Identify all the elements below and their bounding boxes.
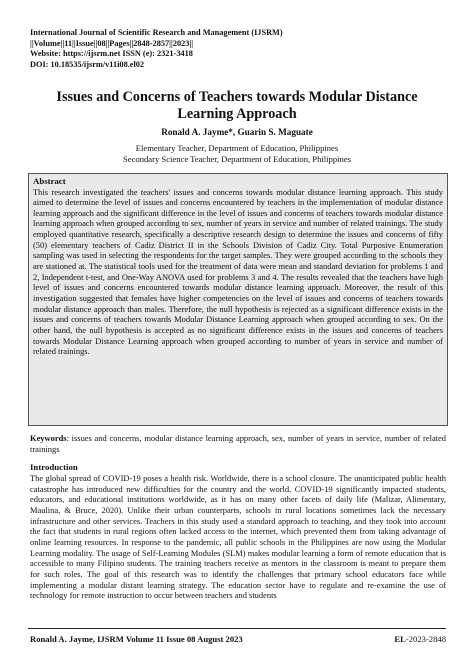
abstract-heading: Abstract bbox=[33, 176, 66, 186]
abstract-text: This research investigated the teachers' issues and concerns towards modular distance learning approach. This study aimed to determine the level of issues and concerns encountered by teachers in the implementation of modular distance learning approach and the significant difference in the level of issues and concerns of teachers towards modular distance learning approach when grouped according to sex, number of years in service and number of related trainings. The study employed quantitative research, specifically a descriptive research design to determine the issues and concerns of fifty (50) elementary teachers of Cadiz District II in the Schools Division of Cadiz City. Total Purposive Enumeration sampling was used in selecting the respondents for the target samples. They were grouped according to the schools they are stationed at. The statistical tools used for the treatment of data were mean and standard deviation for problems 1 and 2, Independent t-test, and One-Way ANOVA used for problems 3 and 4. The results revealed that the teachers have high level of issues and concerns encountered towards modular distance learning approach. Moreover, the result of this investigation suggested that females have higher competencies on the level of issues and concerns of teachers towards modular distance approach than males. Therefore, the null hypothesis is rejected as a significant difference exists in the issues and concerns of teachers towards Modular Distance Learning approach when grouped according to sex. On the other hand, the null hypothesis is accepted as no significant difference exists in the issues and concerns of teachers towards Modular Distance Learning approach when grouped according to number of years in service and number of related trainings. bbox=[33, 186, 443, 357]
footer-citation: Ronald A. Jayme, IJSRM Volume 11 Issue 08 August 2023 bbox=[30, 634, 243, 644]
paper-title: Issues and Concerns of Teachers towards Modular Distance Learning Approach bbox=[56, 89, 418, 122]
website-line: Website: https://ijsrm.net ISSN (e): 2321-3418 bbox=[30, 49, 193, 59]
affiliations bbox=[30, 143, 444, 164]
journal-header bbox=[30, 28, 450, 70]
journal-name: International Journal of Scientific Research and Management (IJSRM) bbox=[30, 28, 283, 37]
introduction-text: The global spread of COVID-19 poses a health risk. Worldwide, there is a school closure. The unanticipated public health catastrophe has introduced new difficulties for the country and the world. COVID-19 significantly impacted students, educators, and educational institutions worldwide, as it has on many other facets of daily life (Malizar, Alimentary, Maulina, & Bruce, 2020). Unlike their urban counterparts, schools in rural locations sometimes lack the necessary infrastructure and other services. Teachers in this study used a standard approach to teaching, and they took into account the fact that students in rural regions often lacked access to the internet, which prevented them from taking advantage of online learning resources. In response to the pandemic, all public schools in the Philippines are now using the Modular Learning modality. The usage of Self-Learning Modules (SLM) makes modular learning a form of remote education that is accessible to many Filipino students. The training teachers receive as mentors in the classroom is meant to prepare them for such roles. The goal of this research was to identify the challenges that primary school educators face while implementing a modular distant learning strategy. The education sector have to regulate and re-examine the use of technology for remote instruction to occur between teachers and students bbox=[30, 473, 446, 601]
footer-page-number: -2023-2848 bbox=[405, 634, 446, 644]
keywords-label: Keywords bbox=[30, 433, 67, 443]
footer-page-prefix: EL bbox=[394, 634, 406, 644]
affiliation-2: Secondary Science Teacher, Department of Education, Philippines bbox=[123, 153, 351, 164]
affiliation-1: Elementary Teacher, Department of Education, Philippines bbox=[135, 143, 339, 153]
keywords-paragraph bbox=[30, 433, 446, 454]
abstract-box bbox=[28, 173, 448, 426]
paper-authors: Ronald A. Jayme*, Guarin S. Maguate bbox=[161, 127, 313, 137]
footer-page-id bbox=[394, 634, 446, 644]
volume-line: ||Volume||11||Issue||08||Pages||2848-2857||2023|| bbox=[30, 38, 194, 48]
footer-divider bbox=[28, 628, 446, 629]
introduction-heading: Introduction bbox=[30, 462, 78, 472]
keywords-text: : issues and concerns, modular distance learning approach, sex, number of years in service, number of related trainings bbox=[30, 433, 446, 454]
doi-line: DOI: 10.18535/ijsrm/v11i08.el02 bbox=[30, 59, 145, 69]
